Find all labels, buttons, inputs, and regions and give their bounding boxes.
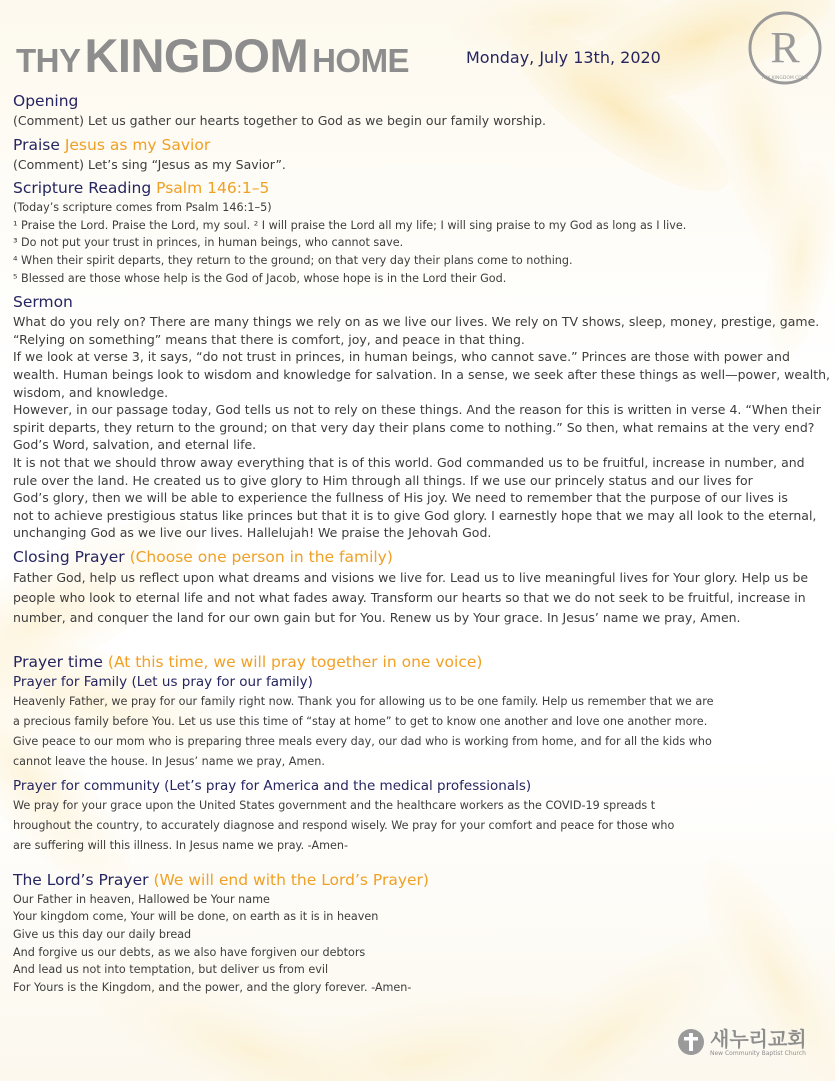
lords-prayer-line: Your kingdom come, Your will be done, on earth as it is in heaven xyxy=(13,910,379,924)
sermon-line: If we look at verse 3, it says, “do not trust in princes, in human beings, who cannot save.” Princes are those with power and xyxy=(13,349,790,365)
sermon-line: However, in our passage today, God tells us not to rely on these things. And the reason for this is written in verse 4. “When their xyxy=(13,402,821,418)
sermon-line: not to achieve prestigious status like princes but that it is to give God glory. I earnestly hope that we may all look to the eternal, xyxy=(13,507,817,523)
scripture-heading xyxy=(13,178,829,199)
title-suffix: HOME xyxy=(312,42,410,79)
page-title xyxy=(16,28,409,83)
sermon-line: “Relying on something” means that there is comfort, joy, and peace in that thing. xyxy=(13,331,525,347)
prayer-time-note: (At this time, we will pray together in one voice) xyxy=(107,652,483,671)
scripture-reference: Psalm 146:1–5 xyxy=(156,179,270,198)
sermon-heading: Sermon xyxy=(13,293,73,312)
lords-prayer-heading xyxy=(13,870,829,891)
title-prefix: THY xyxy=(16,42,81,79)
sermon-line: God’s Word, salvation, and eternal life. xyxy=(13,437,257,453)
praise-text: (Comment) Let’s sing “Jesus as my Savior”. xyxy=(13,156,286,172)
worship-content xyxy=(13,91,829,996)
church-emblem-icon xyxy=(676,1027,706,1057)
opening-heading: Opening xyxy=(13,92,79,110)
sermon-line: unchanging God as we live our lives. Hallelujah! We praise the Jehovah God. xyxy=(13,525,492,541)
lords-prayer-note: (We will end with the Lord’s Prayer) xyxy=(153,870,429,889)
closing-prayer-heading xyxy=(13,547,829,568)
lords-prayer-line: Our Father in heaven, Hallowed be Your name xyxy=(13,892,270,906)
community-prayer-line: hroughout the country, to accurately diagnose and respond wisely. We pray for your comfort and peace for those who xyxy=(13,818,675,832)
church-name-english: New Community Baptist Church xyxy=(710,1050,806,1057)
family-prayer-heading: Prayer for Family (Let us pray for our family) xyxy=(13,673,313,690)
logo-ring-text: THY KINGDOM COME xyxy=(761,76,809,81)
scripture-verse: ¹ Praise the Lord. Praise the Lord, my soul. ² I will praise the Lord all my life; I will sing praise to my God as long as I live. xyxy=(13,218,687,232)
praise-label: Praise xyxy=(13,135,60,154)
family-prayer-line: Give peace to our mom who is preparing three meals every day, our dad who is working from home, and for all the kids who xyxy=(13,734,712,748)
scripture-verse: ³ Do not put your trust in princes, in human beings, who cannot save. xyxy=(13,236,404,250)
community-prayer-line: are suffering will this illness. In Jesus name we pray. -Amen- xyxy=(13,838,349,852)
church-name-korean: 새누리교회 xyxy=(710,1027,807,1051)
closing-prayer-label: Closing Prayer xyxy=(13,547,125,566)
church-logo xyxy=(676,1023,826,1065)
prayer-time-label: Prayer time xyxy=(13,652,103,671)
scripture-verse: ⁵ Blessed are those whose help is the God of Jacob, whose hope is in the Lord their God. xyxy=(13,271,507,285)
lords-prayer-line: And lead us not into temptation, but deliver us from evil xyxy=(13,963,329,977)
title-main: KINGDOM xyxy=(84,29,309,82)
prayer-time-heading xyxy=(13,652,829,673)
scripture-label: Scripture Reading xyxy=(13,179,152,198)
sermon-line: wisdom, and knowledge. xyxy=(13,384,169,400)
lords-prayer-label: The Lord’s Prayer xyxy=(13,870,149,889)
praise-song: Jesus as my Savior xyxy=(64,135,211,154)
closing-prayer-line: number, and conquer the land for our own gain but for You. Renew us by Your grace. In Jesus’ name we pray, Amen. xyxy=(13,609,741,625)
lords-prayer-line: For Yours is the Kingdom, and the power, and the glory forever. -Amen- xyxy=(13,980,412,994)
closing-prayer-line: Father God, help us reflect upon what dreams and visions we live for. Lead us to live meaningful lives for Your glory. Help us be xyxy=(13,569,809,585)
sermon-line: rule over the land. He created us to give glory to Him through all things. If we use our princely status and our lives for xyxy=(13,472,753,488)
closing-prayer-note: (Choose one person in the family) xyxy=(129,547,393,566)
kingdom-r-logo xyxy=(747,10,823,86)
family-prayer-line: cannot leave the house. In Jesus’ name we pray, Amen. xyxy=(13,754,325,768)
lords-prayer-line: Give us this day our daily bread xyxy=(13,928,192,942)
praise-heading xyxy=(13,135,829,156)
community-prayer-heading: Prayer for community (Let’s pray for America and the medical professionals) xyxy=(13,777,532,794)
family-prayer-line: a precious family before You. Let us use this time of “stay at home” to get to know one another and love one another more. xyxy=(13,714,708,728)
sermon-line: It is not that we should throw away everything that is of this world. God commanded us to be fruitful, increase in number, and xyxy=(13,454,805,470)
community-prayer-line: We pray for your grace upon the United States government and the healthcare workers as the COVID-19 spreads t xyxy=(13,798,656,812)
scripture-intro: (Today’s scripture comes from Psalm 146:1–5) xyxy=(13,201,272,215)
lords-prayer-line: And forgive us our debts, as we also have forgiven our debtors xyxy=(13,945,366,959)
logo-letter: R xyxy=(770,23,800,72)
closing-prayer-line: people who look to eternal life and not what fades away. Transform our hearts so that we do not seek to be fruitful, increase in xyxy=(13,589,806,605)
worship-date: Monday, July 13th, 2020 xyxy=(466,48,661,67)
sermon-line: What do you rely on? There are many things we rely on as we live our lives. We rely on TV shows, sleep, money, prestige, game. xyxy=(13,314,820,330)
sermon-line: God’s glory, then we will be able to experience the fullness of His joy. We need to remember that the purpose of our lives is xyxy=(13,490,788,506)
family-prayer-line: Heavenly Father, we pray for our family right now. Thank you for allowing us to be one family. Help us remember that we are xyxy=(13,694,714,708)
sermon-line: spirit departs, they return to the ground; on that very day their plans come to nothing.” So then, what remains at the very end? xyxy=(13,419,815,435)
scripture-verse: ⁴ When their spirit departs, they return to the ground; on that very day their plans come to nothing. xyxy=(13,253,573,267)
sermon-line: wealth. Human beings look to wisdom and knowledge for salvation. In a sense, we seek after these things as well—power, wealth, xyxy=(13,366,831,382)
opening-text: (Comment) Let us gather our hearts together to God as we begin our family worship. xyxy=(13,113,546,128)
